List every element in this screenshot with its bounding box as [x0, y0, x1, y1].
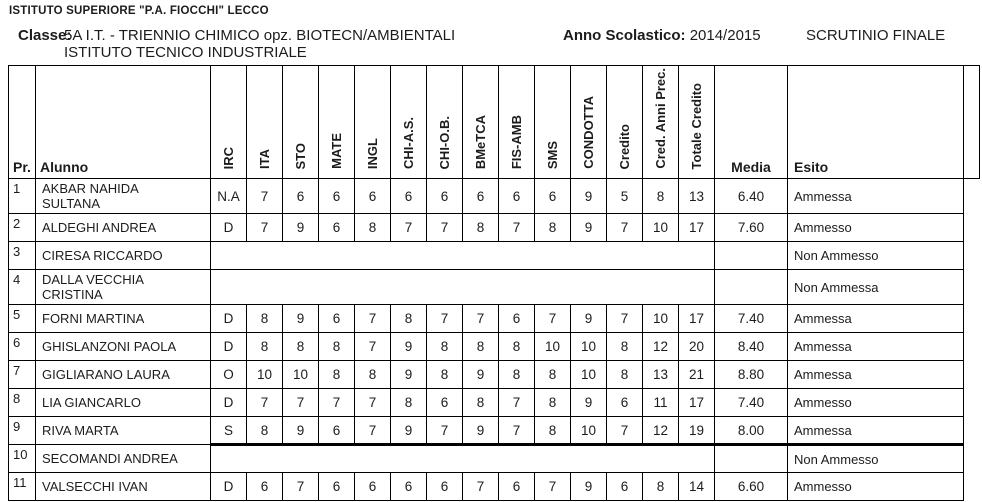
media-cell: 8.80: [715, 361, 788, 389]
grade-cell: 9: [463, 361, 499, 389]
grade-cell: D: [211, 214, 247, 242]
grade-cell: 6: [319, 473, 355, 501]
school-name: ISTITUTO SUPERIORE "P.A. FIOCCHI" LECCO: [9, 5, 269, 17]
student-row: [9, 389, 980, 417]
esito-cell: Non Ammesso: [788, 445, 964, 473]
grade-cell: 7: [319, 389, 355, 417]
column-header-alunno: Alunno: [36, 66, 211, 179]
subject-label: BMeTCA: [473, 114, 488, 169]
grade-cell: 8: [535, 214, 571, 242]
column-header-subject-8: [463, 66, 499, 179]
alunno-cell: SECOMANDI ANDREA: [36, 445, 211, 473]
pr-cell: 3: [9, 242, 36, 270]
column-header-esito: Esito: [788, 66, 964, 179]
grade-cell: 8: [391, 389, 427, 417]
grade-cell: 10: [643, 305, 679, 333]
grade-cell: 8: [499, 333, 535, 361]
grade-cell: 7: [355, 417, 391, 445]
grade-cell: 6: [391, 473, 427, 501]
subject-label: IRC: [221, 146, 236, 169]
grade-cell: 7: [283, 389, 319, 417]
subject-label: INGL: [365, 137, 380, 169]
grade-cell: 7: [247, 389, 283, 417]
grade-cell: 12: [643, 333, 679, 361]
alunno-cell: LIA GIANCARLO: [36, 389, 211, 417]
alunno-cell: AKBAR NAHIDA SULTANA: [36, 179, 211, 214]
right-margin-column: [964, 66, 980, 179]
grade-cell: 10: [571, 333, 607, 361]
esito-cell: Ammessa: [788, 417, 964, 445]
column-header-subject-4: [319, 66, 355, 179]
alunno-cell: GIGLIARANO LAURA: [36, 361, 211, 389]
grade-cell: 7: [427, 305, 463, 333]
column-header-media: Media: [715, 66, 788, 179]
grade-cell: 9: [283, 417, 319, 445]
grade-cell: 8: [391, 305, 427, 333]
grade-cell: 6: [355, 179, 391, 214]
student-row: [9, 417, 980, 445]
pr-cell: 10: [9, 445, 36, 473]
grade-cell: 10: [643, 214, 679, 242]
column-header-subject-7: [427, 66, 463, 179]
subject-label: SMS: [545, 140, 560, 169]
grade-cell: 7: [283, 473, 319, 501]
empty-grades-cell: [211, 270, 715, 305]
student-row: [9, 214, 980, 242]
grade-cell: 7: [499, 214, 535, 242]
subject-label: MATE: [329, 133, 344, 169]
grade-cell: 6: [535, 179, 571, 214]
alunno-cell: GHISLANZONI PAOLA: [36, 333, 211, 361]
grade-cell: 8: [535, 361, 571, 389]
media-cell: 8.00: [715, 417, 788, 445]
grade-cell: N.A: [211, 179, 247, 214]
esito-cell: Ammessa: [788, 333, 964, 361]
grade-cell: 8: [643, 473, 679, 501]
esito-cell: Ammessa: [788, 179, 964, 214]
grade-cell: 8: [247, 305, 283, 333]
pr-cell: 11: [9, 473, 36, 501]
grade-cell: 6: [391, 179, 427, 214]
anno-scolastico: [563, 27, 761, 44]
student-row: [9, 305, 980, 333]
grade-cell: 13: [679, 179, 715, 214]
subject-label: Totale Credito: [689, 82, 704, 169]
pr-cell: 9: [9, 417, 36, 445]
esito-cell: Ammesso: [788, 389, 964, 417]
grade-cell: 7: [391, 214, 427, 242]
grade-cell: 10: [283, 361, 319, 389]
grade-cell: 7: [247, 214, 283, 242]
grade-cell: 7: [607, 417, 643, 445]
media-cell: 8.40: [715, 333, 788, 361]
grade-cell: 8: [499, 361, 535, 389]
grade-cell: 8: [283, 333, 319, 361]
subject-label: Credito: [617, 123, 632, 169]
grade-cell: 9: [571, 214, 607, 242]
pr-cell: 5: [9, 305, 36, 333]
classe-value-line1: 5A I.T. - TRIENNIO CHIMICO opz. BIOTECN/AMBIENTALI: [64, 27, 456, 44]
classe-label: Classe:: [18, 27, 72, 44]
grade-cell: 7: [535, 305, 571, 333]
student-row: [9, 242, 980, 270]
grade-cell: 6: [607, 389, 643, 417]
grade-cell: 8: [535, 389, 571, 417]
grade-cell: D: [211, 305, 247, 333]
column-header-subject-12: [607, 66, 643, 179]
subject-label: CHI-O.B.: [437, 115, 452, 169]
subject-label: CHI-A.S.: [401, 117, 416, 169]
grade-cell: 9: [571, 179, 607, 214]
grade-cell: O: [211, 361, 247, 389]
grade-cell: 8: [463, 333, 499, 361]
grade-cell: D: [211, 389, 247, 417]
anno-scolastico-value: 2014/2015: [689, 27, 761, 44]
pr-cell: 6: [9, 333, 36, 361]
pr-cell: 2: [9, 214, 36, 242]
grade-cell: 8: [643, 179, 679, 214]
anno-scolastico-label: Anno Scolastico:: [563, 27, 686, 44]
alunno-cell: RIVA MARTA: [36, 417, 211, 445]
esito-cell: Non Ammesso: [788, 242, 964, 270]
grade-cell: 7: [607, 214, 643, 242]
grade-cell: 9: [391, 361, 427, 389]
grade-cell: 6: [283, 179, 319, 214]
grade-cell: 8: [607, 333, 643, 361]
grade-cell: 9: [391, 417, 427, 445]
grade-cell: 10: [535, 333, 571, 361]
subject-label: Cred. Anni Prec.: [653, 68, 668, 169]
pr-cell: 1: [9, 179, 36, 214]
subject-label: ITA: [257, 149, 272, 169]
grade-cell: 7: [607, 305, 643, 333]
grade-cell: 10: [571, 417, 607, 445]
grade-cell: 13: [643, 361, 679, 389]
empty-grades-cell: [211, 242, 715, 270]
column-header-subject-13: [643, 66, 679, 179]
subject-label: FIS-AMB: [509, 114, 524, 169]
grade-cell: 17: [679, 305, 715, 333]
grade-cell: 8: [319, 361, 355, 389]
grade-cell: 11: [643, 389, 679, 417]
page-header: [0, 0, 982, 65]
grade-cell: 6: [427, 473, 463, 501]
subject-label: CONDOTTA: [581, 96, 596, 169]
column-header-subject-14: [679, 66, 715, 179]
grade-cell: 8: [427, 361, 463, 389]
grade-cell: 6: [499, 179, 535, 214]
alunno-cell: FORNI MARTINA: [36, 305, 211, 333]
student-row: [9, 270, 980, 305]
grade-cell: 10: [247, 361, 283, 389]
pr-cell: 7: [9, 361, 36, 389]
esito-cell: Ammessa: [788, 305, 964, 333]
empty-grades-cell: [211, 445, 715, 473]
grade-cell: 6: [607, 473, 643, 501]
media-cell: 6.60: [715, 473, 788, 501]
media-cell: 7.40: [715, 305, 788, 333]
grade-cell: 6: [319, 179, 355, 214]
classe-value: [64, 27, 455, 61]
grade-cell: 8: [247, 417, 283, 445]
grade-cell: 17: [679, 214, 715, 242]
alunno-cell: DALLA VECCHIA CRISTINA: [36, 270, 211, 305]
grade-cell: D: [211, 473, 247, 501]
grade-cell: 6: [499, 305, 535, 333]
grade-cell: 8: [247, 333, 283, 361]
grade-cell: 9: [571, 305, 607, 333]
grade-cell: 6: [427, 179, 463, 214]
grade-cell: 14: [679, 473, 715, 501]
grade-cell: S: [211, 417, 247, 445]
grade-cell: 7: [355, 333, 391, 361]
grade-cell: 9: [283, 214, 319, 242]
column-header-subject-10: [535, 66, 571, 179]
student-row: [9, 361, 980, 389]
grade-cell: 7: [427, 417, 463, 445]
grade-cell: 8: [535, 417, 571, 445]
media-cell: 7.60: [715, 214, 788, 242]
media-cell: 6.40: [715, 179, 788, 214]
scrutinio-table: [8, 65, 980, 501]
grade-cell: 17: [679, 389, 715, 417]
grade-cell: 8: [427, 333, 463, 361]
grade-cell: 7: [355, 305, 391, 333]
grade-cell: 21: [679, 361, 715, 389]
grade-cell: 6: [355, 473, 391, 501]
grade-cell: D: [211, 333, 247, 361]
grade-cell: 6: [499, 473, 535, 501]
esito-cell: Ammesso: [788, 473, 964, 501]
grade-cell: 7: [499, 417, 535, 445]
grade-cell: 9: [391, 333, 427, 361]
media-cell: [715, 445, 788, 473]
column-header-subject-11: [571, 66, 607, 179]
pr-cell: 8: [9, 389, 36, 417]
alunno-cell: ALDEGHI ANDREA: [36, 214, 211, 242]
grade-cell: 8: [319, 333, 355, 361]
grade-cell: 8: [463, 389, 499, 417]
esito-cell: Ammessa: [788, 361, 964, 389]
alunno-cell: CIRESA RICCARDO: [36, 242, 211, 270]
subject-label: STO: [293, 142, 308, 169]
table-header-row: [9, 66, 980, 179]
column-header-subject-3: [283, 66, 319, 179]
grade-cell: 6: [319, 417, 355, 445]
student-row: [9, 179, 980, 214]
grade-cell: 7: [463, 473, 499, 501]
column-header-subject-1: [211, 66, 247, 179]
grade-cell: 7: [247, 179, 283, 214]
grade-cell: 9: [283, 305, 319, 333]
esito-cell: Non Ammessa: [788, 270, 964, 305]
grade-cell: 7: [355, 389, 391, 417]
column-header-subject-6: [391, 66, 427, 179]
grade-cell: 7: [427, 214, 463, 242]
grade-cell: 6: [427, 389, 463, 417]
grade-cell: 8: [463, 214, 499, 242]
student-row: [9, 445, 980, 473]
grade-cell: 9: [571, 473, 607, 501]
column-header-pr: Pr.: [9, 66, 36, 179]
grade-cell: 7: [535, 473, 571, 501]
grade-cell: 6: [319, 305, 355, 333]
media-cell: 7.40: [715, 389, 788, 417]
grade-cell: 12: [643, 417, 679, 445]
grade-cell: 9: [571, 389, 607, 417]
grade-cell: 10: [571, 361, 607, 389]
media-cell: [715, 242, 788, 270]
scrutinio-title: SCRUTINIO FINALE: [806, 27, 946, 44]
alunno-cell: VALSECCHI IVAN: [36, 473, 211, 501]
student-row: [9, 333, 980, 361]
classe-value-line2: ISTITUTO TECNICO INDUSTRIALE: [64, 44, 307, 61]
grade-cell: 20: [679, 333, 715, 361]
media-cell: [715, 270, 788, 305]
grade-cell: 19: [679, 417, 715, 445]
column-header-subject-9: [499, 66, 535, 179]
esito-cell: Ammesso: [788, 214, 964, 242]
grade-cell: 7: [463, 305, 499, 333]
grade-cell: 7: [499, 389, 535, 417]
pr-cell: 4: [9, 270, 36, 305]
grade-cell: 6: [319, 214, 355, 242]
grade-cell: 8: [607, 361, 643, 389]
grade-cell: 8: [355, 361, 391, 389]
grade-cell: 8: [355, 214, 391, 242]
student-row: [9, 473, 980, 501]
grade-cell: 9: [463, 417, 499, 445]
grade-cell: 5: [607, 179, 643, 214]
grade-cell: 6: [247, 473, 283, 501]
grade-cell: 6: [463, 179, 499, 214]
column-header-subject-2: [247, 66, 283, 179]
column-header-subject-5: [355, 66, 391, 179]
